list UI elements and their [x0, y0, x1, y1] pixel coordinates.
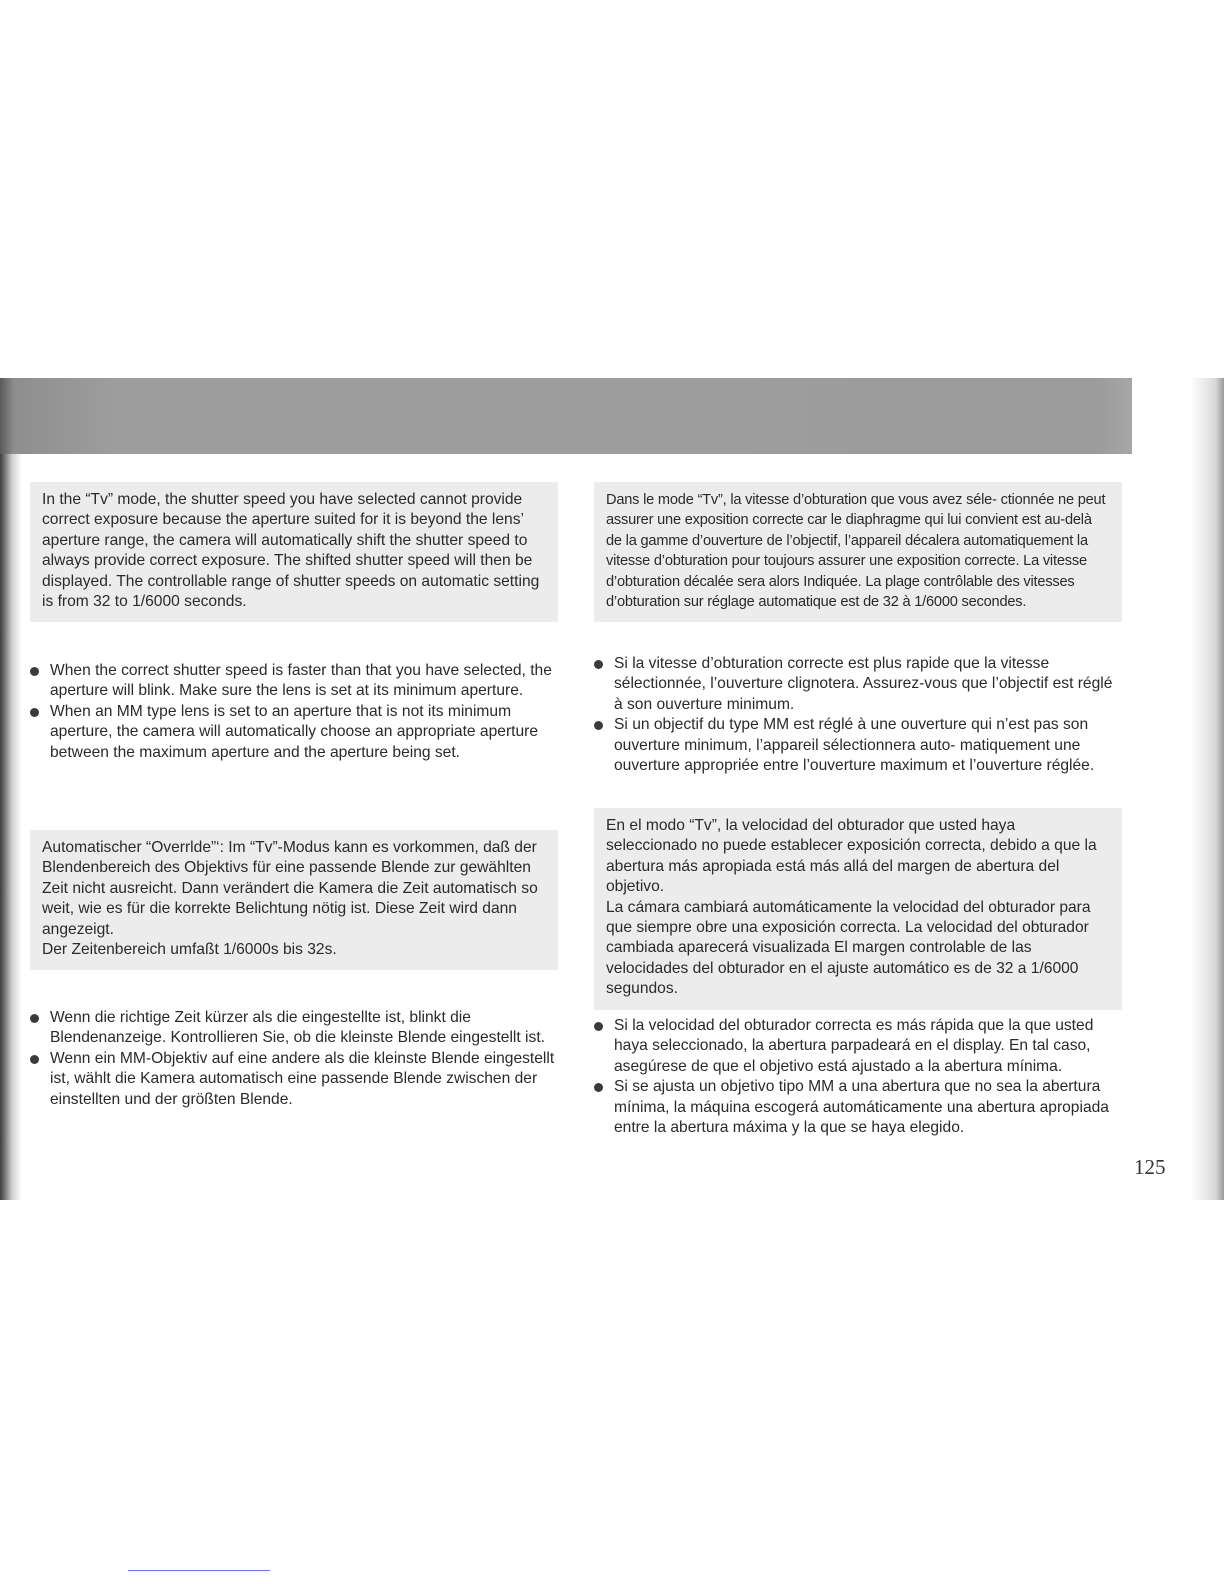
- english-notes-list: [30, 661, 558, 763]
- book-spine-left: [0, 378, 22, 1200]
- list-item: Si un objectif du type MM est réglé à une ouverture qui n’est pas son ouverture minimum, l’appareil sélectionnera auto- matiquement une ouverture appropriée entre l’ouverture maximum et l’ouverture réglée.: [594, 715, 1122, 776]
- bullet-icon: [30, 708, 39, 717]
- list-item: When an MM type lens is set to an aperture that is not its minimum aperture, the camera will automatically choose an appropriate aperture between the maximum aperture and the aperture being set.: [30, 702, 558, 763]
- list-item: Si la velocidad del obturador correcta es más rápida que la que usted haya seleccionado, la abertura parpadeará en el display. En tal caso, asegúrese de que el objetivo está ajustado a la abertura mínima.: [594, 1016, 1122, 1077]
- german-notes-list: [30, 1008, 558, 1110]
- german-override-text: Automatischer “Overrlde”‘: Im “Tv”-Modus kann es vorkommen, daß der Blendenbereich des Objektivs für eine passende Blende zur gewählten Zeit nicht ausreicht. Dann verändert die Kamera die Zeit automatisch so weit, wie es für die korrekte Belichtung nötig ist. Diese Zeit wird dann angezeigt. Der Zeitenbereich umfaßt 1/6000s bis 32s.: [42, 839, 538, 959]
- spanish-section: [594, 808, 1122, 1010]
- spanish-notes-list: [594, 1016, 1122, 1138]
- bullet-icon: [30, 1055, 39, 1064]
- bullet-icon: [594, 1083, 603, 1092]
- left-column: [30, 482, 558, 622]
- bullet-icon: [594, 1022, 603, 1031]
- book-spine-right: [1190, 378, 1224, 1200]
- bullet-icon: [30, 1014, 39, 1023]
- bullet-icon: [30, 667, 39, 676]
- french-override-box: [594, 482, 1122, 622]
- bullet-icon: [594, 660, 603, 669]
- list-item: When the correct shutter speed is faster than that you have selected, the aperture will blink. Make sure the lens is set at its minimum aperture.: [30, 661, 558, 702]
- english-override-box: [30, 482, 558, 622]
- list-item: Wenn ein MM-Objektiv auf eine andere als die kleinste Blende eingestellt ist, wählt die Kamera automatisch eine passende Blende zwischen der einstellten und der größten Blende.: [30, 1049, 558, 1110]
- list-item: Si la vitesse d’obturation correcte est plus rapide que la vitesse sélectionnée, l’ouverture clignotera. Assurez-vous que l’objectif est réglé à son ouverture minimum.: [594, 654, 1122, 715]
- german-override-box: [30, 830, 558, 970]
- footer-rule: [128, 1570, 270, 1571]
- english-override-text: In the “Tv” mode, the shutter speed you have selected cannot provide correct exposure because the aperture suited for it is beyond the lens’ aperture range, the camera will automatically shift the shutter speed to always provide correct exposure. The shifted shutter speed will then be displayed. The controllable range of shutter speeds on automatic setting is from 32 to 1/6000 seconds.: [42, 491, 540, 611]
- page-number: 125: [1134, 1155, 1166, 1179]
- right-column: [594, 482, 1122, 622]
- german-section: [30, 830, 558, 970]
- french-override-text: Dans le mode “Tv”, la vitesse d’obturation que vous avez séle- ctionnée ne peut assurer une exposition correcte car le diaphragme qui lui convient est au-delà de la gamme d’ouverture de l’objectif, l’appareil décalera automatiquement la vitesse d’obturation pour toujours assurer une exposition correcte. La vitesse d’obturation décalée sera alors Indiquée. La plage contrôlable des vitesses d’obturation sur réglage automatique est de 32 à 1/6000 secondes.: [606, 492, 1106, 611]
- bullet-icon: [594, 721, 603, 730]
- french-notes-list: [594, 654, 1122, 776]
- header-band: [0, 378, 1132, 454]
- spanish-override-box: [594, 808, 1122, 1010]
- list-item: Si se ajusta un objetivo tipo MM a una abertura que no sea la abertura mínima, la máquina escogerá automáticamente una abertura apropiada entre la abertura máxima y la que se haya elegido.: [594, 1077, 1122, 1138]
- spanish-override-text: En el modo “Tv”, la velocidad del obturador que usted haya seleccionado no puede establecer exposición correcta, debido a que la abertura más apropiada está más allá del margen de abertura del objetivo. La cámara cambiará automáticamente la velocidad del obturador para que siempre obre una exposición correcta. La velocidad del obturador cambiada aparecerá visualizada El margen controlable de las velocidades del obturador en el ajuste automático es de 32 a 1/6000 segundos.: [606, 817, 1097, 998]
- list-item: Wenn die richtige Zeit kürzer als die eingestellte ist, blinkt die Blendenanzeige. Kontrollieren Sie, ob die kleinste Blende eingestellt ist.: [30, 1008, 558, 1049]
